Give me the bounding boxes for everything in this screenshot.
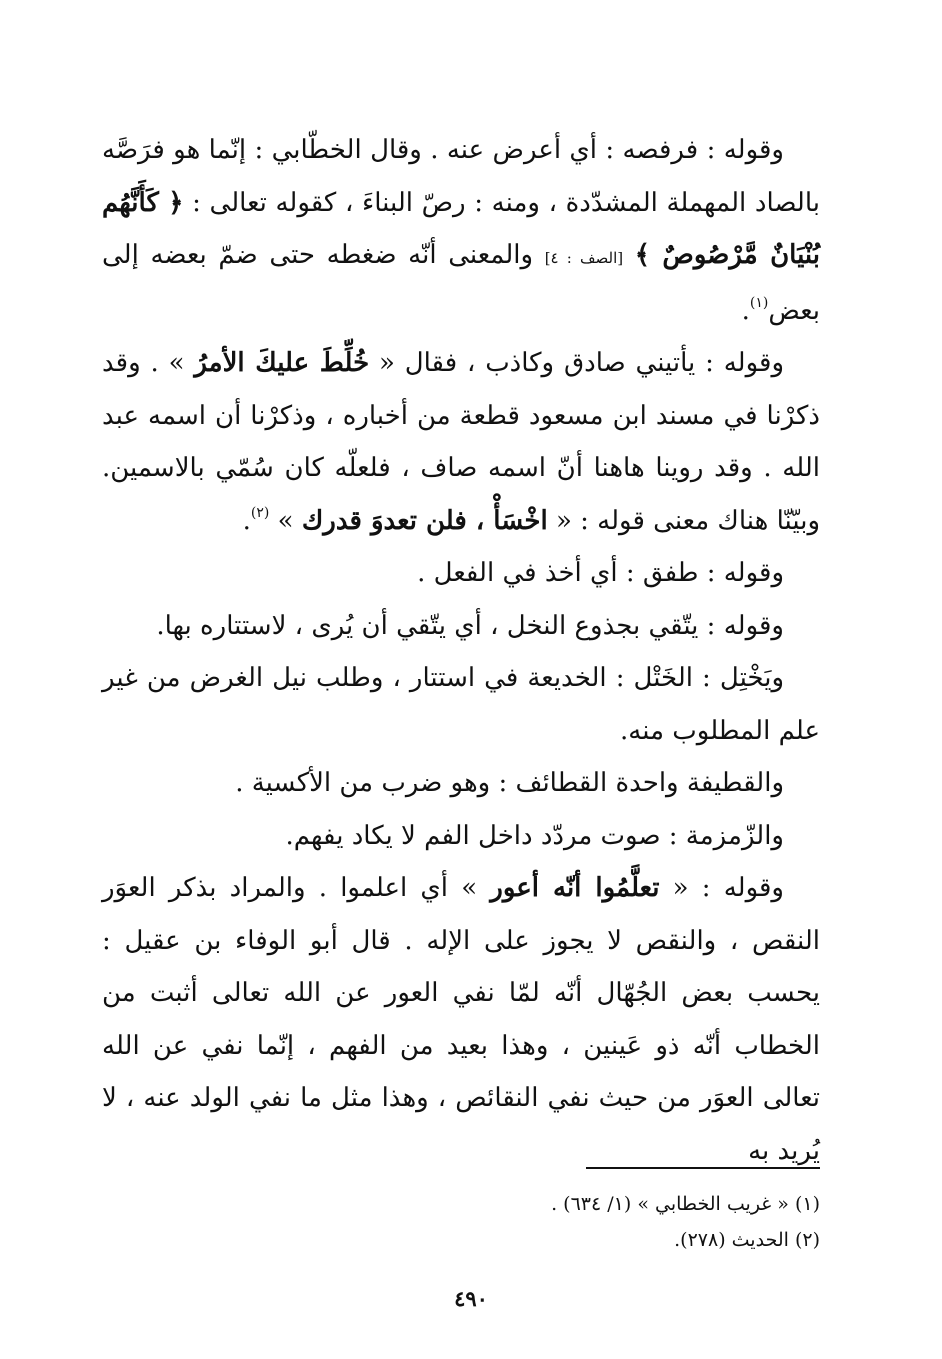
- paragraph-5: ويَخْتِل : الخَتْل : الخديعة في استتار ، وطلب نيل الغرض من غير علم المطلوب منه.: [102, 663, 820, 746]
- paragraph-6: والقطيفة واحدة القطائف : وهو ضرب من الأكسية .: [235, 768, 784, 798]
- footnote-marker-1: (١): [749, 294, 769, 311]
- paragraph-1: [102, 124, 820, 337]
- p2-text-b: » . وقد ذكرْنا في مسند ابن مسعود قطعة من أخباره ، وذكرْنا أن اسمه عبد الله . وقد روينا هاهنا أنّ اسمه صاف ، فلعلّه كان سُمّي بالاسمين. وبيّنّا هناك معنى قوله : «: [102, 348, 820, 536]
- p2-text-c: »: [269, 505, 302, 536]
- p1-text-c: .: [741, 295, 750, 326]
- p1-text-a: وقوله : فرفصه : أي أعرض عنه . وقال الخطّابي : إنّما هو فرَصَّه بالصاد المهملة المشدّدة ، ومنه : رصّ البناءَ ، كقوله تعالى :: [102, 135, 820, 218]
- footnote-2: (٢) الحديث (٢٧٨).: [674, 1229, 820, 1251]
- p2-bold-phrase-1: خُلِّطَ عليكَ الأمرُ: [194, 348, 370, 378]
- p8-text-b: » أي اعلموا . والمراد بذكر العوَر النقص ، والنقص لا يجوز على الإله . قال أبو الوفاء بن عقيل : يحسب بعض الجُهّال أنّه لمّا نفي العور عن الله تعالى أثبت من الخطاب أنّه ذو عَينين ، وهذا بعيد من الفهم ، إنّما نفي عن الله تعالى العوَر من حيث نفي النقائص ، وهذا مثل ما نفي الولد عنه ، لا يُريد به: [102, 873, 820, 1166]
- verse-reference: [الصف : ٤]: [544, 249, 624, 267]
- p2-bold-phrase-2: اخْسَأْ ، فلن تعدوَ قدرك: [301, 505, 548, 536]
- paragraph-3: وقوله : طفق : أي أخذ في الفعل .: [417, 558, 784, 588]
- p1-text-b: والمعنى أنّه ضغطه حتى ضمّ بعضه إلى بعض: [102, 240, 820, 326]
- main-text: [102, 124, 820, 1177]
- p2-text-a: وقوله : يأتيني صادق وكاذب ، فقال «: [369, 348, 785, 378]
- p8-bold-phrase: تعلَّمُوا أنّه أعور: [490, 873, 660, 903]
- paragraph-2: [102, 337, 820, 547]
- footnotes: [102, 1186, 820, 1258]
- footnote-divider: [586, 1167, 820, 1169]
- footnote-marker-2: (٢): [250, 504, 270, 521]
- paragraph-7: والزّمزمة : صوت مردّد داخل الفم لا يكاد يفهم.: [285, 820, 784, 851]
- p2-text-d: .: [242, 505, 251, 536]
- page-number: ٤٩٠: [454, 1286, 488, 1311]
- paragraph-4: وقوله : يتّقي بجذوع النخل ، أي يتّقي أن يُرى ، لاستتاره بها.: [156, 610, 784, 641]
- footnote-1: (١) « غريب الخطابي » (١/ ٦٣٤) .: [551, 1193, 820, 1215]
- quran-verse: ﴿ كَأَنَّهُم بُنْيَانٌ مَّرْصُوصٌ ﴾: [102, 187, 821, 270]
- paragraph-8: [102, 862, 820, 1177]
- p8-text-a: وقوله : «: [659, 873, 784, 903]
